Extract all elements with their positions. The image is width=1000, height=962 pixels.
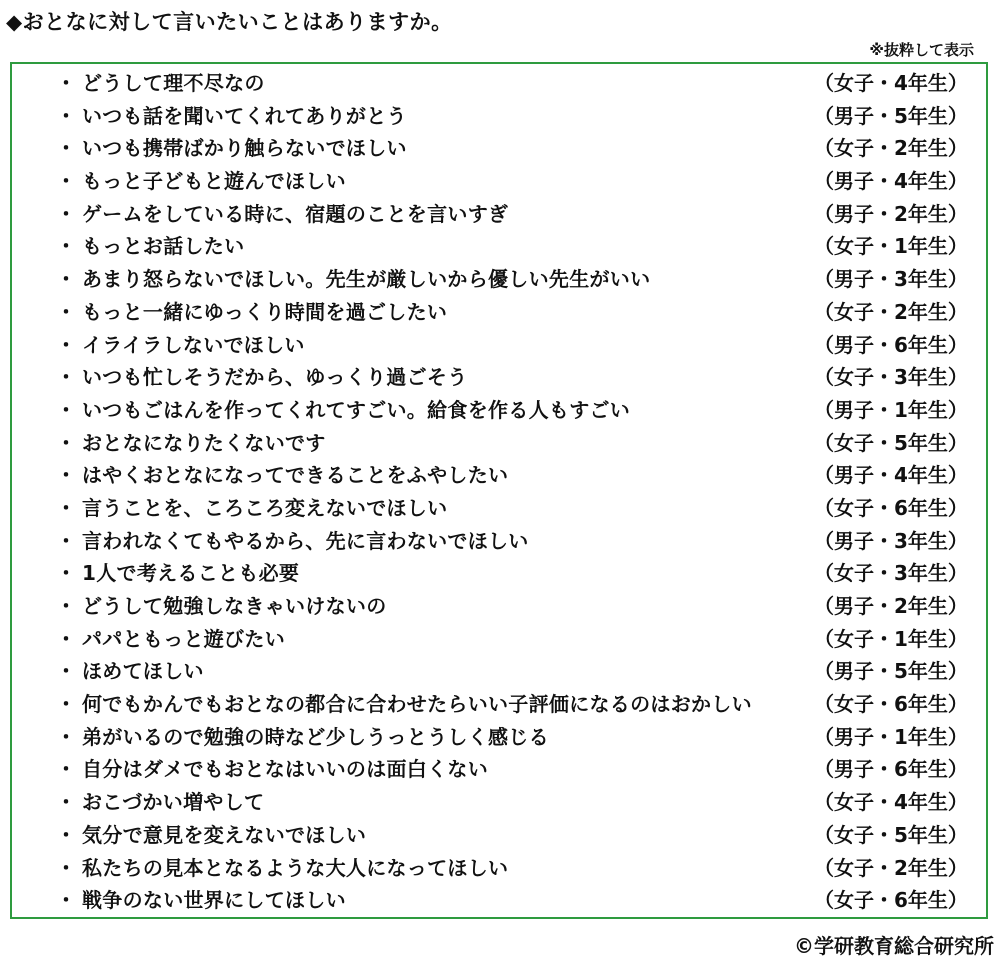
bullet: ・ <box>56 822 76 847</box>
respondent-label: （女子・4年生） <box>814 71 968 95</box>
respondent-label: （女子・4年生） <box>814 790 968 815</box>
bullet: ・ <box>56 169 76 194</box>
respondent-label: （女子・5年生） <box>814 822 968 847</box>
respondent-label: （女子・3年生） <box>814 561 968 586</box>
bullet: ・ <box>56 888 76 913</box>
comment-text: ゲームをしている時に、宿題のことを言いすぎ <box>82 201 509 226</box>
comment-text: あまり怒らないでほしい。先生が厳しいから優しい先生がいい <box>82 267 651 292</box>
list-item <box>12 361 986 394</box>
list-item <box>12 655 986 688</box>
list-item <box>12 296 986 329</box>
bullet: ・ <box>56 594 76 618</box>
comment-text: 私たちの見本となるような大人になってほしい <box>82 855 509 880</box>
respondent-label: （男子・5年生） <box>814 659 968 684</box>
list-item <box>12 427 986 460</box>
bullet: ・ <box>56 855 76 880</box>
bullet: ・ <box>56 528 76 553</box>
comment-text: おとなになりたくないです <box>82 430 326 455</box>
respondent-label: （女子・1年生） <box>814 626 968 651</box>
list-item <box>12 884 986 917</box>
list-item <box>12 688 986 721</box>
comment-text: いつも携帯ばかり触らないでほしい <box>82 136 407 161</box>
bullet: ・ <box>56 103 76 128</box>
comment-text: いつも忙しそうだから、ゆっくり過ごそう <box>82 365 468 390</box>
list-item <box>12 819 986 852</box>
bullet: ・ <box>56 495 76 520</box>
list-item <box>12 492 986 525</box>
respondent-label: （女子・5年生） <box>814 430 968 455</box>
bullet: ・ <box>56 659 76 684</box>
list-item <box>12 230 986 263</box>
respondent-label: （男子・1年生） <box>814 397 968 422</box>
bullet: ・ <box>56 724 76 749</box>
list-item <box>12 459 986 492</box>
bullet: ・ <box>56 201 76 226</box>
bullet: ・ <box>56 267 76 292</box>
respondent-label: （男子・3年生） <box>814 528 968 553</box>
copyright: ©学研教育総合研究所 <box>794 934 994 958</box>
comment-text: 戦争のない世界にしてほしい <box>82 888 346 913</box>
comment-text: 1人で考えることも必要 <box>82 561 300 586</box>
list-item <box>12 852 986 885</box>
bullet: ・ <box>56 692 76 717</box>
comment-text: パパともっと遊びたい <box>82 626 285 651</box>
comment-text: 何でもかんでもおとなの都合に合わせたらいい子評価になるのはおかしい <box>82 692 752 717</box>
list-item <box>12 263 986 296</box>
bullet: ・ <box>56 71 76 95</box>
list-item <box>12 198 986 231</box>
comment-text: ほめてほしい <box>82 659 204 684</box>
respondent-label: （男子・6年生） <box>814 332 968 357</box>
comment-text: おこづかい増やして <box>82 790 265 815</box>
bullet: ・ <box>56 626 76 651</box>
respondent-label: （男子・4年生） <box>814 463 968 488</box>
bullet: ・ <box>56 790 76 815</box>
respondent-label: （男子・2年生） <box>814 594 968 618</box>
bullet: ・ <box>56 299 76 324</box>
comment-text: どうして勉強しなきゃいけないの <box>82 594 387 618</box>
respondent-label: （男子・6年生） <box>814 757 968 782</box>
comment-list-box <box>10 62 988 919</box>
comment-text: 弟がいるので勉強の時など少しうっとうしく感じる <box>82 724 549 749</box>
list-item <box>12 67 986 100</box>
comment-list <box>12 67 986 917</box>
comment-text: 言われなくてもやるから、先に言わないでほしい <box>82 528 529 553</box>
comment-text: もっとお話したい <box>82 234 245 259</box>
list-item <box>12 132 986 165</box>
list-item <box>12 394 986 427</box>
respondent-label: （女子・6年生） <box>814 692 968 717</box>
comment-text: 自分はダメでもおとなはいいのは面白くない <box>82 757 488 782</box>
bullet: ・ <box>56 463 76 488</box>
comment-text: いつも話を聞いてくれてありがとう <box>82 103 407 128</box>
respondent-label: （女子・6年生） <box>814 888 968 913</box>
bullet: ・ <box>56 332 76 357</box>
respondent-label: （男子・2年生） <box>814 201 968 226</box>
respondent-label: （男子・4年生） <box>814 169 968 194</box>
bullet: ・ <box>56 365 76 390</box>
comment-text: 気分で意見を変えないでほしい <box>82 822 367 847</box>
excerpt-note: ※抜粋して表示 <box>869 41 974 59</box>
list-item <box>12 753 986 786</box>
respondent-label: （女子・1年生） <box>814 234 968 259</box>
list-item <box>12 590 986 623</box>
comment-text: 言うことを、ころころ変えないでほしい <box>82 495 448 520</box>
respondent-label: （女子・3年生） <box>814 365 968 390</box>
bullet: ・ <box>56 397 76 422</box>
list-item <box>12 623 986 656</box>
bullet: ・ <box>56 561 76 586</box>
comment-text: いつもごはんを作ってくれてすごい。給食を作る人もすごい <box>82 397 631 422</box>
comment-text: イライラしないでほしい <box>82 332 305 357</box>
page-title: ◆おとなに対して言いたいことはありますか。 <box>6 10 453 34</box>
bullet: ・ <box>56 136 76 161</box>
list-item <box>12 721 986 754</box>
list-item <box>12 525 986 558</box>
comment-text: どうして理不尽なの <box>82 71 265 95</box>
comment-text: もっと子どもと遊んでほしい <box>82 169 346 194</box>
bullet: ・ <box>56 757 76 782</box>
list-item <box>12 100 986 133</box>
respondent-label: （女子・2年生） <box>814 136 968 161</box>
bullet: ・ <box>56 430 76 455</box>
respondent-label: （女子・2年生） <box>814 855 968 880</box>
comment-text: もっと一緒にゆっくり時間を過ごしたい <box>82 299 448 324</box>
respondent-label: （女子・6年生） <box>814 495 968 520</box>
list-item <box>12 165 986 198</box>
respondent-label: （男子・1年生） <box>814 724 968 749</box>
respondent-label: （男子・3年生） <box>814 267 968 292</box>
comment-text: はやくおとなになってできることをふやしたい <box>82 463 509 488</box>
respondent-label: （女子・2年生） <box>814 299 968 324</box>
bullet: ・ <box>56 234 76 259</box>
respondent-label: （男子・5年生） <box>814 103 968 128</box>
list-item <box>12 329 986 362</box>
list-item <box>12 557 986 590</box>
list-item <box>12 786 986 819</box>
